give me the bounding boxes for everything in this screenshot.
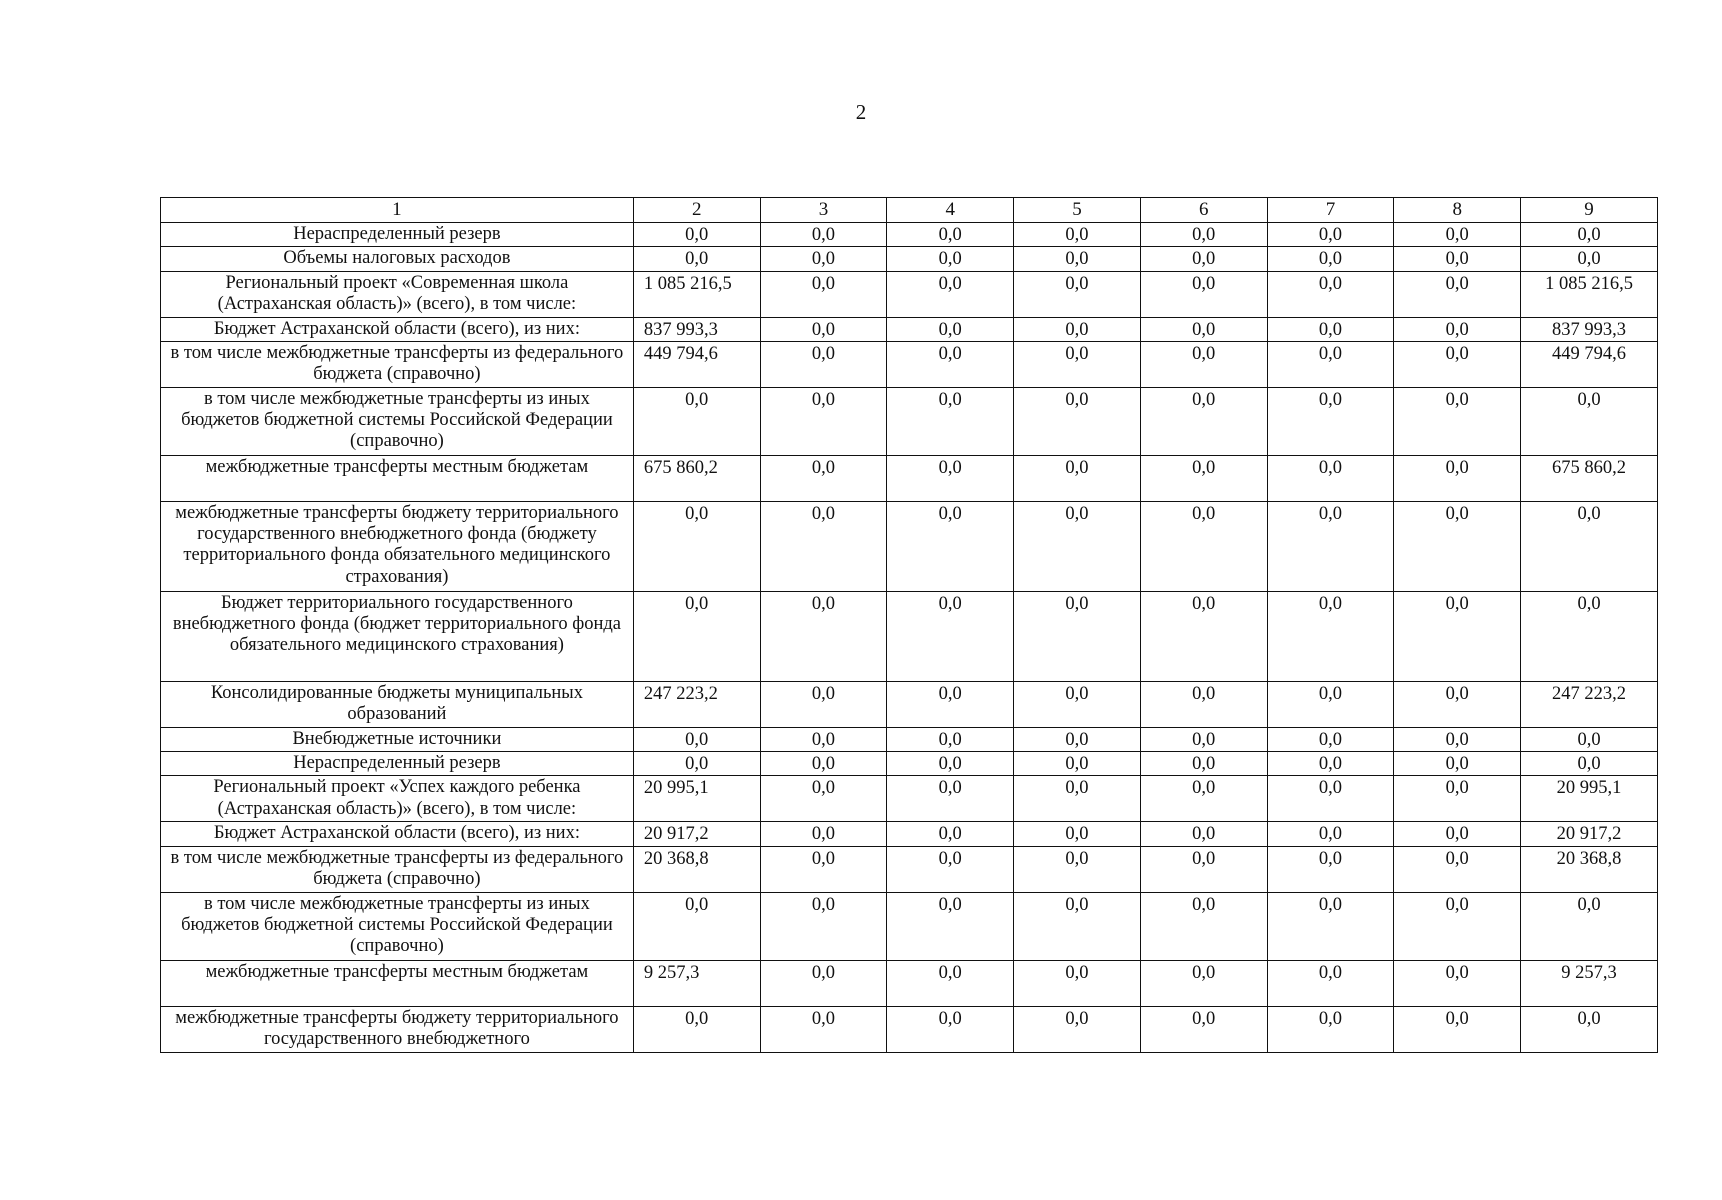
- budget-table: [160, 197, 1658, 1053]
- value-cell-col-5: 0,0: [1014, 387, 1141, 455]
- table-row: [161, 727, 1658, 751]
- table-row: [161, 1006, 1658, 1052]
- value-cell-col-8: 0,0: [1394, 271, 1521, 317]
- value-cell-col-2: 0,0: [633, 501, 760, 591]
- column-header: 4: [887, 198, 1014, 223]
- value-cell-col-3: 0,0: [760, 271, 887, 317]
- row-label: Региональный проект «Успех каждого ребенка (Астраханская область)» (всего), в том числе:: [161, 776, 634, 822]
- value-cell-col-4: 0,0: [887, 455, 1014, 501]
- value-cell-col-7: 0,0: [1267, 727, 1394, 751]
- value-cell-col-6: 0,0: [1140, 752, 1267, 776]
- value-cell-col-2: 449 794,6: [633, 341, 760, 387]
- row-label: Нераспределенный резерв: [161, 223, 634, 247]
- value-cell-col-9: 20 917,2: [1521, 822, 1658, 846]
- column-header: 2: [633, 198, 760, 223]
- value-cell-col-8: 0,0: [1394, 387, 1521, 455]
- value-cell-col-9: 0,0: [1521, 223, 1658, 247]
- row-label: в том числе межбюджетные трансферты из федерального бюджета (справочно): [161, 846, 634, 892]
- value-cell-col-4: 0,0: [887, 960, 1014, 1006]
- value-cell-col-2: 9 257,3: [633, 960, 760, 1006]
- value-cell-col-5: 0,0: [1014, 455, 1141, 501]
- value-cell-col-9: 0,0: [1521, 892, 1658, 960]
- table-row: [161, 846, 1658, 892]
- row-label: Нераспределенный резерв: [161, 752, 634, 776]
- value-cell-col-5: 0,0: [1014, 501, 1141, 591]
- value-cell-col-6: 0,0: [1140, 271, 1267, 317]
- page-number: 2: [855, 100, 867, 124]
- value-cell-col-3: 0,0: [760, 501, 887, 591]
- value-cell-col-6: 0,0: [1140, 387, 1267, 455]
- value-cell-col-7: 0,0: [1267, 960, 1394, 1006]
- table-row: [161, 591, 1658, 681]
- value-cell-col-5: 0,0: [1014, 317, 1141, 341]
- value-cell-col-7: 0,0: [1267, 892, 1394, 960]
- value-cell-col-9: 449 794,6: [1521, 341, 1658, 387]
- value-cell-col-3: 0,0: [760, 681, 887, 727]
- table-row: [161, 892, 1658, 960]
- value-cell-col-3: 0,0: [760, 223, 887, 247]
- value-cell-col-3: 0,0: [760, 822, 887, 846]
- value-cell-col-8: 0,0: [1394, 455, 1521, 501]
- table-row: [161, 681, 1658, 727]
- value-cell-col-8: 0,0: [1394, 846, 1521, 892]
- value-cell-col-5: 0,0: [1014, 846, 1141, 892]
- table-row: [161, 317, 1658, 341]
- value-cell-col-2: 0,0: [633, 223, 760, 247]
- value-cell-col-8: 0,0: [1394, 892, 1521, 960]
- table-body: [161, 223, 1658, 1053]
- value-cell-col-7: 0,0: [1267, 1006, 1394, 1052]
- row-label: Региональный проект «Современная школа (Астраханская область)» (всего), в том числе:: [161, 271, 634, 317]
- value-cell-col-3: 0,0: [760, 591, 887, 681]
- value-cell-col-4: 0,0: [887, 341, 1014, 387]
- value-cell-col-4: 0,0: [887, 501, 1014, 591]
- value-cell-col-9: 247 223,2: [1521, 681, 1658, 727]
- value-cell-col-5: 0,0: [1014, 247, 1141, 271]
- row-label: межбюджетные трансферты бюджету территориального государственного внебюджетного фонда (бюджету территориального фонда обязательного медицинского страхования): [161, 501, 634, 591]
- value-cell-col-7: 0,0: [1267, 455, 1394, 501]
- row-label: межбюджетные трансферты местным бюджетам: [161, 455, 634, 501]
- value-cell-col-5: 0,0: [1014, 776, 1141, 822]
- value-cell-col-8: 0,0: [1394, 591, 1521, 681]
- value-cell-col-6: 0,0: [1140, 223, 1267, 247]
- value-cell-col-7: 0,0: [1267, 822, 1394, 846]
- value-cell-col-7: 0,0: [1267, 591, 1394, 681]
- value-cell-col-3: 0,0: [760, 341, 887, 387]
- column-header: 3: [760, 198, 887, 223]
- value-cell-col-8: 0,0: [1394, 317, 1521, 341]
- value-cell-col-5: 0,0: [1014, 892, 1141, 960]
- value-cell-col-8: 0,0: [1394, 247, 1521, 271]
- value-cell-col-6: 0,0: [1140, 776, 1267, 822]
- table-row: [161, 341, 1658, 387]
- value-cell-col-3: 0,0: [760, 960, 887, 1006]
- value-cell-col-3: 0,0: [760, 247, 887, 271]
- value-cell-col-7: 0,0: [1267, 501, 1394, 591]
- value-cell-col-5: 0,0: [1014, 960, 1141, 1006]
- column-header: 8: [1394, 198, 1521, 223]
- column-header: 5: [1014, 198, 1141, 223]
- value-cell-col-2: 837 993,3: [633, 317, 760, 341]
- row-label: в том числе межбюджетные трансферты из иных бюджетов бюджетной системы Российской Федерации (справочно): [161, 892, 634, 960]
- value-cell-col-6: 0,0: [1140, 455, 1267, 501]
- row-label: Объемы налоговых расходов: [161, 247, 634, 271]
- value-cell-col-3: 0,0: [760, 752, 887, 776]
- table-row: [161, 223, 1658, 247]
- row-label: в том числе межбюджетные трансферты из федерального бюджета (справочно): [161, 341, 634, 387]
- row-label: Бюджет Астраханской области (всего), из них:: [161, 317, 634, 341]
- value-cell-col-2: 1 085 216,5: [633, 271, 760, 317]
- value-cell-col-3: 0,0: [760, 776, 887, 822]
- value-cell-col-7: 0,0: [1267, 317, 1394, 341]
- column-header: 7: [1267, 198, 1394, 223]
- table-row: [161, 776, 1658, 822]
- value-cell-col-8: 0,0: [1394, 1006, 1521, 1052]
- value-cell-col-9: 20 995,1: [1521, 776, 1658, 822]
- value-cell-col-7: 0,0: [1267, 271, 1394, 317]
- value-cell-col-8: 0,0: [1394, 776, 1521, 822]
- value-cell-col-2: 0,0: [633, 892, 760, 960]
- column-header: 6: [1140, 198, 1267, 223]
- value-cell-col-2: 0,0: [633, 591, 760, 681]
- header-row: [161, 198, 1658, 223]
- value-cell-col-7: 0,0: [1267, 752, 1394, 776]
- value-cell-col-9: 0,0: [1521, 752, 1658, 776]
- row-label: межбюджетные трансферты местным бюджетам: [161, 960, 634, 1006]
- value-cell-col-4: 0,0: [887, 776, 1014, 822]
- value-cell-col-6: 0,0: [1140, 341, 1267, 387]
- value-cell-col-8: 0,0: [1394, 223, 1521, 247]
- value-cell-col-5: 0,0: [1014, 1006, 1141, 1052]
- value-cell-col-2: 675 860,2: [633, 455, 760, 501]
- value-cell-col-8: 0,0: [1394, 341, 1521, 387]
- value-cell-col-8: 0,0: [1394, 501, 1521, 591]
- value-cell-col-2: 0,0: [633, 752, 760, 776]
- table-row: [161, 387, 1658, 455]
- row-label: в том числе межбюджетные трансферты из иных бюджетов бюджетной системы Российской Федерации (справочно): [161, 387, 634, 455]
- value-cell-col-9: 837 993,3: [1521, 317, 1658, 341]
- value-cell-col-7: 0,0: [1267, 387, 1394, 455]
- row-label: Консолидированные бюджеты муниципальных образований: [161, 681, 634, 727]
- value-cell-col-4: 0,0: [887, 591, 1014, 681]
- value-cell-col-9: 0,0: [1521, 501, 1658, 591]
- value-cell-col-2: 20 917,2: [633, 822, 760, 846]
- value-cell-col-9: 0,0: [1521, 387, 1658, 455]
- value-cell-col-6: 0,0: [1140, 727, 1267, 751]
- value-cell-col-6: 0,0: [1140, 681, 1267, 727]
- table-row: [161, 271, 1658, 317]
- value-cell-col-4: 0,0: [887, 892, 1014, 960]
- table-row: [161, 247, 1658, 271]
- value-cell-col-8: 0,0: [1394, 727, 1521, 751]
- value-cell-col-3: 0,0: [760, 727, 887, 751]
- value-cell-col-3: 0,0: [760, 1006, 887, 1052]
- value-cell-col-7: 0,0: [1267, 681, 1394, 727]
- row-label: Внебюджетные источники: [161, 727, 634, 751]
- value-cell-col-4: 0,0: [887, 1006, 1014, 1052]
- value-cell-col-9: 675 860,2: [1521, 455, 1658, 501]
- value-cell-col-5: 0,0: [1014, 591, 1141, 681]
- value-cell-col-9: 0,0: [1521, 591, 1658, 681]
- value-cell-col-9: 20 368,8: [1521, 846, 1658, 892]
- table-row: [161, 501, 1658, 591]
- value-cell-col-6: 0,0: [1140, 822, 1267, 846]
- row-label: Бюджет Астраханской области (всего), из них:: [161, 822, 634, 846]
- value-cell-col-3: 0,0: [760, 892, 887, 960]
- value-cell-col-7: 0,0: [1267, 776, 1394, 822]
- value-cell-col-2: 0,0: [633, 387, 760, 455]
- value-cell-col-9: 0,0: [1521, 247, 1658, 271]
- value-cell-col-9: 9 257,3: [1521, 960, 1658, 1006]
- value-cell-col-4: 0,0: [887, 223, 1014, 247]
- value-cell-col-4: 0,0: [887, 271, 1014, 317]
- value-cell-col-6: 0,0: [1140, 846, 1267, 892]
- value-cell-col-3: 0,0: [760, 455, 887, 501]
- value-cell-col-4: 0,0: [887, 247, 1014, 271]
- value-cell-col-3: 0,0: [760, 846, 887, 892]
- value-cell-col-4: 0,0: [887, 822, 1014, 846]
- value-cell-col-8: 0,0: [1394, 960, 1521, 1006]
- value-cell-col-6: 0,0: [1140, 892, 1267, 960]
- table-row: [161, 455, 1658, 501]
- value-cell-col-2: 20 995,1: [633, 776, 760, 822]
- value-cell-col-8: 0,0: [1394, 752, 1521, 776]
- value-cell-col-5: 0,0: [1014, 822, 1141, 846]
- value-cell-col-7: 0,0: [1267, 846, 1394, 892]
- value-cell-col-6: 0,0: [1140, 247, 1267, 271]
- table-row: [161, 822, 1658, 846]
- value-cell-col-4: 0,0: [887, 727, 1014, 751]
- value-cell-col-6: 0,0: [1140, 501, 1267, 591]
- value-cell-col-6: 0,0: [1140, 1006, 1267, 1052]
- value-cell-col-7: 0,0: [1267, 341, 1394, 387]
- value-cell-col-6: 0,0: [1140, 317, 1267, 341]
- value-cell-col-5: 0,0: [1014, 223, 1141, 247]
- value-cell-col-9: 0,0: [1521, 1006, 1658, 1052]
- value-cell-col-4: 0,0: [887, 846, 1014, 892]
- row-label: межбюджетные трансферты бюджету территориального государственного внебюджетного: [161, 1006, 634, 1052]
- value-cell-col-9: 0,0: [1521, 727, 1658, 751]
- value-cell-col-2: 20 368,8: [633, 846, 760, 892]
- value-cell-col-8: 0,0: [1394, 822, 1521, 846]
- row-label: Бюджет территориального государственного внебюджетного фонда (бюджет территориального фонда обязательного медицинского страхования): [161, 591, 634, 681]
- value-cell-col-5: 0,0: [1014, 271, 1141, 317]
- value-cell-col-2: 0,0: [633, 727, 760, 751]
- value-cell-col-4: 0,0: [887, 317, 1014, 341]
- value-cell-col-3: 0,0: [760, 317, 887, 341]
- value-cell-col-4: 0,0: [887, 752, 1014, 776]
- value-cell-col-4: 0,0: [887, 387, 1014, 455]
- column-header: 1: [161, 198, 634, 223]
- value-cell-col-6: 0,0: [1140, 591, 1267, 681]
- table-row: [161, 960, 1658, 1006]
- value-cell-col-5: 0,0: [1014, 681, 1141, 727]
- value-cell-col-2: 0,0: [633, 1006, 760, 1052]
- value-cell-col-5: 0,0: [1014, 727, 1141, 751]
- value-cell-col-5: 0,0: [1014, 752, 1141, 776]
- value-cell-col-2: 247 223,2: [633, 681, 760, 727]
- value-cell-col-9: 1 085 216,5: [1521, 271, 1658, 317]
- value-cell-col-4: 0,0: [887, 681, 1014, 727]
- column-header: 9: [1521, 198, 1658, 223]
- value-cell-col-8: 0,0: [1394, 681, 1521, 727]
- table-row: [161, 752, 1658, 776]
- value-cell-col-7: 0,0: [1267, 247, 1394, 271]
- value-cell-col-5: 0,0: [1014, 341, 1141, 387]
- value-cell-col-7: 0,0: [1267, 223, 1394, 247]
- value-cell-col-2: 0,0: [633, 247, 760, 271]
- value-cell-col-3: 0,0: [760, 387, 887, 455]
- value-cell-col-6: 0,0: [1140, 960, 1267, 1006]
